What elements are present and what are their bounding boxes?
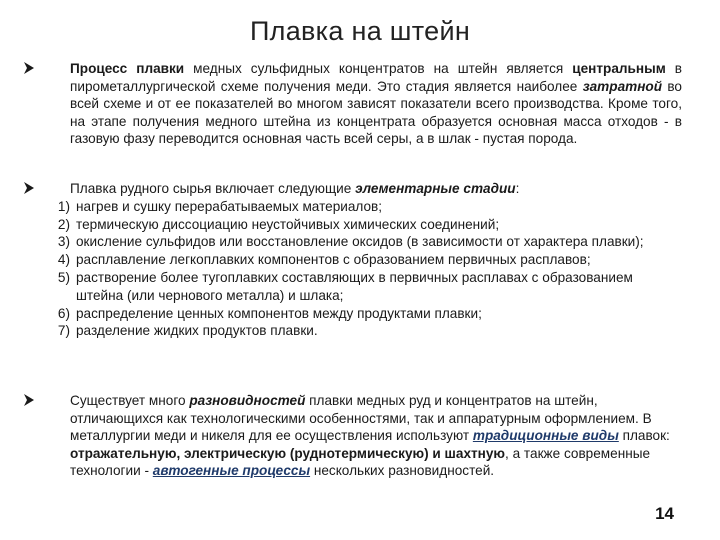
list-item: [44, 322, 682, 340]
text-run: в пирометаллургической схеме получения меди. Это стадия является наиболее: [70, 61, 683, 94]
link-autogenous-processes[interactable]: автогенные процессы: [152, 463, 311, 478]
text-run: плавки медных руд и концентратов на штейн, отличающихся как технологическими особенностями, так и аппаратурным оформлением. В металлургии меди и никеля для ее осуществления используют: [70, 393, 652, 443]
list-text: распределение ценных компонентов между продуктами плавки;: [76, 305, 482, 321]
bullet-varieties: [22, 392, 682, 480]
emphasis-costly: затратной: [582, 78, 663, 94]
list-number: 6): [57, 305, 70, 321]
stages-list: [44, 198, 682, 340]
list-item: [44, 216, 682, 234]
bullet-text: [70, 392, 682, 480]
list-number: 1): [57, 198, 70, 214]
list-item: [44, 305, 682, 323]
bullet-stages: [22, 180, 682, 340]
list-number: 7): [57, 323, 70, 339]
arrow-bullet-icon: [22, 393, 36, 407]
bullet-text: [70, 60, 682, 148]
list-text: растворение более тугоплавких составляющих в первичных расплавах с образованием штейна (или чернового металла) и шлака;: [76, 269, 633, 303]
list-number: 4): [57, 252, 70, 268]
list-text: окисление сульфидов или восстановление оксидов (в зависимости от характера плавки);: [76, 234, 644, 250]
list-text: нагрев и сушку перерабатываемых материалов;: [76, 198, 383, 214]
emphasis-varieties: разновидностей: [189, 393, 306, 408]
page-number: 14: [655, 504, 674, 523]
list-text: расплавление легкоплавких компонентов с образованием первичных расплавов;: [76, 252, 591, 268]
emphasis-process: Процесс плавки: [70, 61, 185, 76]
bullet-text: [70, 180, 682, 198]
link-traditional-types[interactable]: традиционные виды: [472, 428, 619, 443]
text-run: нескольких разновидностей.: [310, 463, 495, 478]
arrow-bullet-icon: [22, 181, 36, 195]
text-run: , а также современные технологии -: [70, 445, 651, 478]
list-number: 3): [57, 234, 70, 250]
text-run: :: [515, 181, 520, 196]
list-number: 2): [57, 216, 70, 232]
list-item: [44, 198, 682, 216]
emphasis-furnace-types: отражательную, электрическую (руднотермическую) и шахтную: [70, 445, 506, 461]
text-run: Плавка рудного сырья включает следующие: [70, 181, 356, 196]
emphasis-central: центральным: [572, 61, 666, 76]
stages-list-wrap: [44, 198, 682, 340]
arrow-bullet-icon: [22, 61, 36, 75]
list-item: [44, 251, 682, 269]
page-title: Плавка на штейн: [249, 16, 471, 46]
list-number: 5): [57, 269, 70, 285]
list-item: [44, 269, 682, 305]
bullet-process: [22, 60, 682, 148]
list-item: [44, 233, 682, 251]
text-run: во всей схеме и от ее показателей во многом зависят показатели всего производства. Кроме того, на этапе получения медного штейна из концентрата образуется основная масса отходов - в газовую фазу переводится основная часть всей серы, а в шлак - пустая порода.: [70, 78, 682, 146]
list-text: термическую диссоциацию неустойчивых химических соединений;: [76, 216, 500, 232]
emphasis-elementary-stages: элементарные стадии: [355, 181, 516, 196]
list-text: разделение жидких продуктов плавки.: [76, 323, 318, 339]
text-run: медных сульфидных концентратов на штейн является: [184, 61, 573, 76]
text-run: плавок:: [618, 428, 670, 443]
text-run: Существует много: [70, 393, 190, 408]
